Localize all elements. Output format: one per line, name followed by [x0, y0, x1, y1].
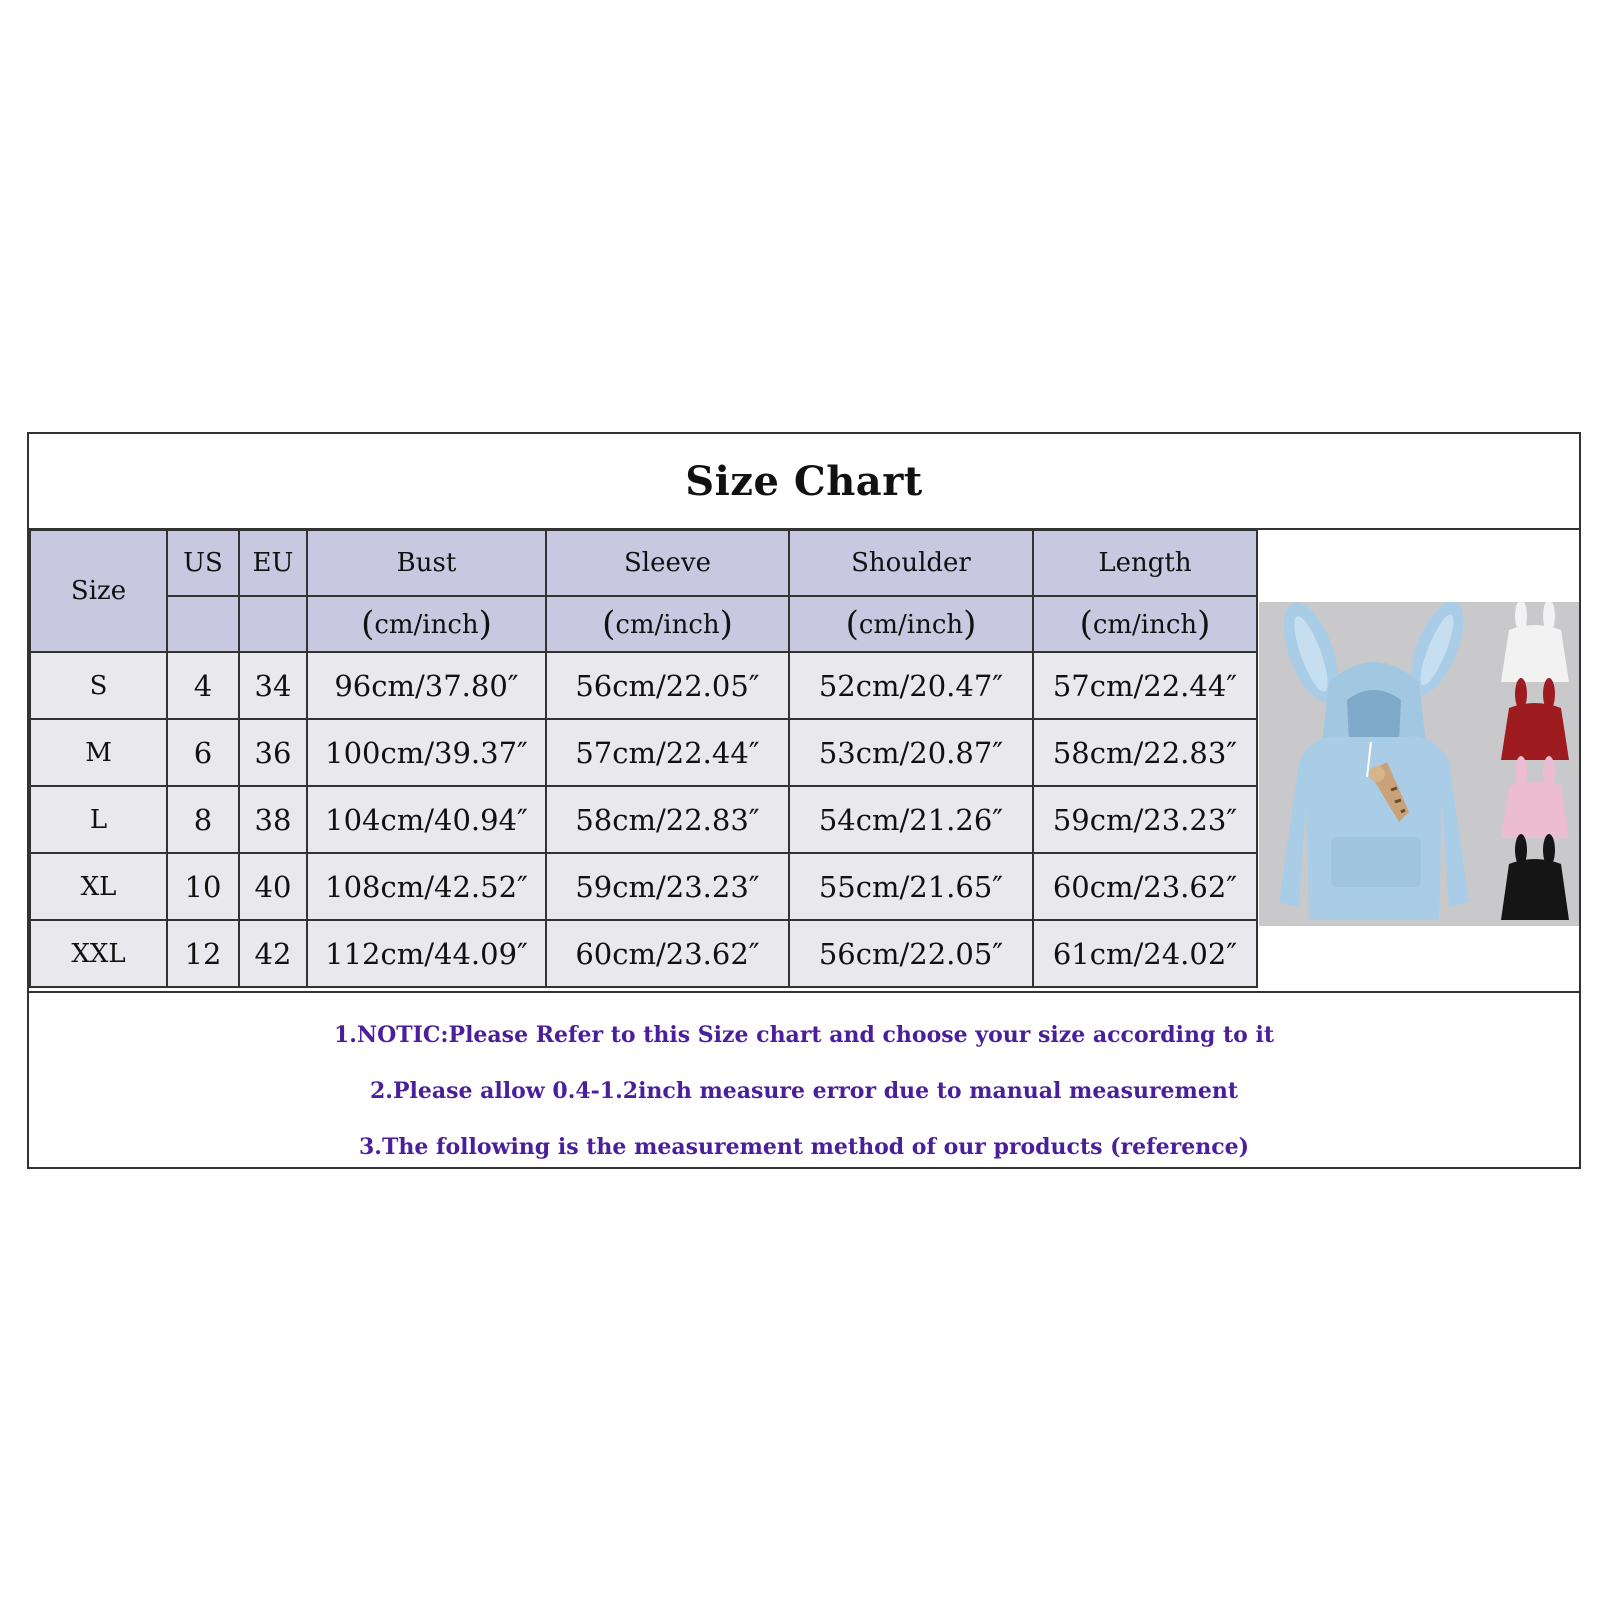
cell-sleeve: 57cm/22.44″	[546, 719, 789, 786]
cell-eu: 36	[239, 719, 307, 786]
title-row	[29, 434, 1579, 530]
cell-size: XL	[30, 853, 167, 920]
cell-sleeve: 60cm/23.62″	[546, 920, 789, 987]
cell-eu: 34	[239, 652, 307, 719]
cell-bust: 100cm/39.37″	[307, 719, 546, 786]
cell-bust: 112cm/44.09″	[307, 920, 546, 987]
table-row	[30, 652, 1257, 719]
cell-us: 4	[167, 652, 239, 719]
unit-close: )	[963, 604, 977, 644]
cell-eu: 42	[239, 920, 307, 987]
unit-close: )	[719, 604, 733, 644]
unit-label: cm/inch	[615, 610, 720, 640]
cell-size: XXL	[30, 920, 167, 987]
cell-shoulder: 53cm/20.87″	[789, 719, 1033, 786]
unit-open: (	[1079, 604, 1093, 644]
header-size: Size	[30, 530, 167, 652]
cell-sleeve: 59cm/23.23″	[546, 853, 789, 920]
note-3: 3.The following is the measurement method of our products (reference)	[359, 1134, 1249, 1160]
cell-length: 60cm/23.62″	[1033, 853, 1257, 920]
cell-length: 58cm/22.83″	[1033, 719, 1257, 786]
chart-title: Size Chart	[685, 457, 923, 505]
unit-label: cm/inch	[858, 610, 964, 640]
cell-length: 61cm/24.02″	[1033, 920, 1257, 987]
product-photo	[1259, 602, 1579, 926]
unit-us-empty	[167, 596, 239, 652]
cell-bust: 96cm/37.80″	[307, 652, 546, 719]
size-chart	[27, 432, 1581, 1169]
cell-size: L	[30, 786, 167, 853]
unit-open: (	[845, 604, 859, 644]
cell-size: M	[30, 719, 167, 786]
cell-length: 57cm/22.44″	[1033, 652, 1257, 719]
unit-open: (	[602, 604, 616, 644]
header-eu: EU	[239, 530, 307, 596]
cell-sleeve: 58cm/22.83″	[546, 786, 789, 853]
cell-sleeve: 56cm/22.05″	[546, 652, 789, 719]
header-row	[30, 530, 1257, 596]
cell-us: 6	[167, 719, 239, 786]
unit-eu-empty	[239, 596, 307, 652]
cell-bust: 108cm/42.52″	[307, 853, 546, 920]
note-1: 1.NOTIC:Please Refer to this Size chart and choose your size according to it	[334, 1022, 1274, 1048]
header-bust: Bust	[307, 530, 546, 596]
header-length: Length	[1033, 530, 1257, 596]
unit-sleeve	[546, 596, 789, 652]
cell-eu: 40	[239, 853, 307, 920]
header-shoulder: Shoulder	[789, 530, 1033, 596]
cell-length: 59cm/23.23″	[1033, 786, 1257, 853]
hoodie-illustration	[1259, 602, 1579, 926]
cell-us: 12	[167, 920, 239, 987]
table-row	[30, 786, 1257, 853]
table-row	[30, 719, 1257, 786]
unit-shoulder	[789, 596, 1033, 652]
cell-shoulder: 55cm/21.65″	[789, 853, 1033, 920]
unit-label: cm/inch	[374, 610, 479, 640]
cell-shoulder: 56cm/22.05″	[789, 920, 1033, 987]
unit-label: cm/inch	[1092, 610, 1198, 640]
cell-us: 8	[167, 786, 239, 853]
cell-size: S	[30, 652, 167, 719]
cell-shoulder: 54cm/21.26″	[789, 786, 1033, 853]
table-row	[30, 920, 1257, 987]
unit-bust	[307, 596, 546, 652]
cell-shoulder: 52cm/20.47″	[789, 652, 1033, 719]
cell-bust: 104cm/40.94″	[307, 786, 546, 853]
unit-close: )	[478, 604, 492, 644]
unit-open: (	[361, 604, 375, 644]
cell-eu: 38	[239, 786, 307, 853]
cell-us: 10	[167, 853, 239, 920]
unit-row	[30, 596, 1257, 652]
note-2: 2.Please allow 0.4-1.2inch measure error due to manual measurement	[369, 1078, 1238, 1104]
header-sleeve: Sleeve	[546, 530, 789, 596]
notes-section	[29, 991, 1579, 1169]
header-us: US	[167, 530, 239, 596]
unit-length	[1033, 596, 1257, 652]
size-table	[29, 529, 1258, 988]
unit-close: )	[1197, 604, 1211, 644]
table-row	[30, 853, 1257, 920]
